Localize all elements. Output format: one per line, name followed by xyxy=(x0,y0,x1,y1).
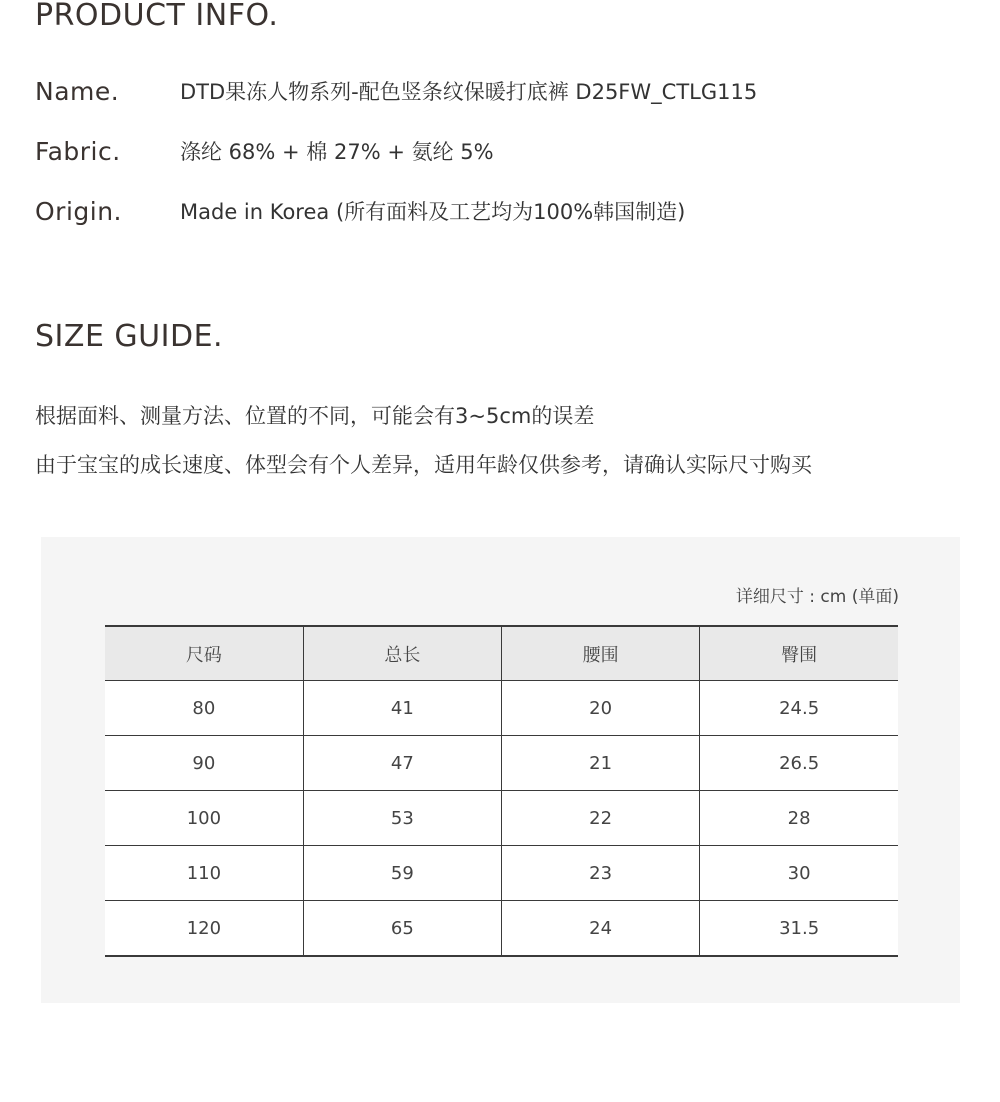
cell-size: 110 xyxy=(105,846,303,901)
name-value: DTD果冻人物系列-配色竖条纹保暖打底裤 D25FW_CTLG115 xyxy=(180,80,758,104)
unit-note: 详细尺寸 : cm (单面) xyxy=(735,587,899,607)
header-length: 总长 xyxy=(303,626,501,681)
fabric-label: Fabric. xyxy=(35,136,121,166)
fabric-value: 涤纶 68% + 棉 27% + 氨纶 5% xyxy=(180,140,494,164)
header-hip: 臀围 xyxy=(700,626,898,681)
cell-length: 59 xyxy=(303,846,501,901)
cell-hip: 30 xyxy=(700,846,898,901)
size-guide-title: SIZE GUIDE. xyxy=(35,319,224,354)
cell-length: 53 xyxy=(303,791,501,846)
cell-hip: 24.5 xyxy=(700,681,898,736)
cell-waist: 23 xyxy=(502,846,700,901)
table-row xyxy=(105,736,898,791)
origin-value: Made in Korea (所有面料及工艺均为100%韩国制造) xyxy=(180,200,686,224)
table-row xyxy=(105,901,898,957)
cell-waist: 24 xyxy=(502,901,700,957)
size-note-tolerance: 根据面料、测量方法、位置的不同，可能会有3~5cm的误差 xyxy=(35,404,595,428)
header-size: 尺码 xyxy=(105,626,303,681)
cell-size: 100 xyxy=(105,791,303,846)
cell-hip: 31.5 xyxy=(700,901,898,957)
info-row-name xyxy=(35,74,757,108)
cell-waist: 22 xyxy=(502,791,700,846)
info-row-origin xyxy=(35,194,685,228)
header-waist: 腰围 xyxy=(502,626,700,681)
cell-waist: 21 xyxy=(502,736,700,791)
name-label: Name. xyxy=(35,76,120,106)
cell-hip: 26.5 xyxy=(700,736,898,791)
cell-size: 120 xyxy=(105,901,303,957)
size-chart-panel xyxy=(41,537,960,1003)
info-row-fabric xyxy=(35,134,494,168)
cell-length: 65 xyxy=(303,901,501,957)
cell-length: 47 xyxy=(303,736,501,791)
cell-hip: 28 xyxy=(700,791,898,846)
table-header-row xyxy=(105,626,898,681)
origin-label: Origin. xyxy=(35,196,123,226)
table-row xyxy=(105,681,898,736)
size-table xyxy=(105,625,898,957)
table-row xyxy=(105,846,898,901)
size-note-growth: 由于宝宝的成长速度、体型会有个人差异，适用年龄仅供参考，请确认实际尺寸购买 xyxy=(35,453,812,477)
cell-waist: 20 xyxy=(502,681,700,736)
cell-length: 41 xyxy=(303,681,501,736)
cell-size: 80 xyxy=(105,681,303,736)
product-info-title: PRODUCT INFO. xyxy=(35,0,279,33)
cell-size: 90 xyxy=(105,736,303,791)
table-row xyxy=(105,791,898,846)
